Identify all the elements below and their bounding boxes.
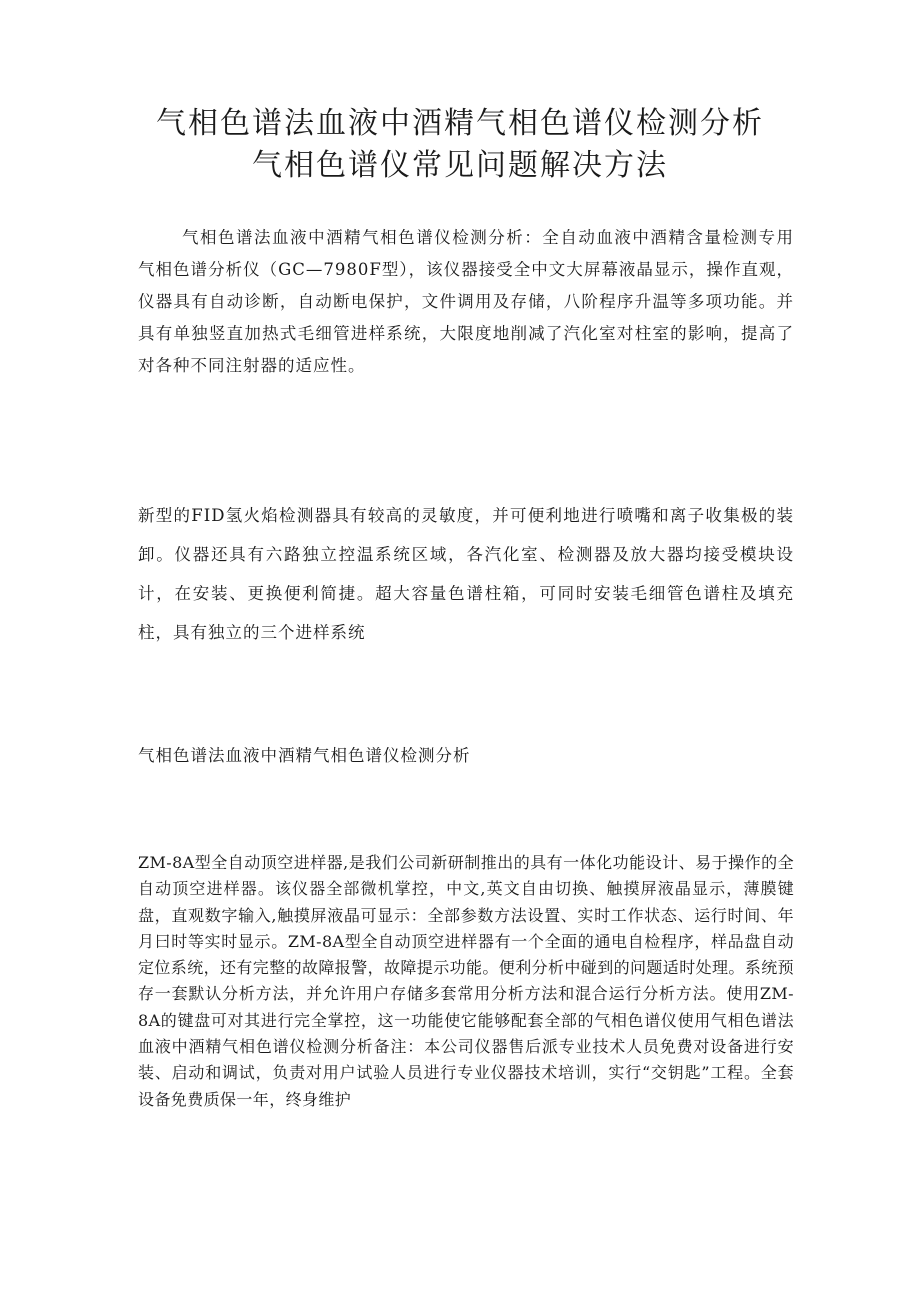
paragraph-gc-analyzer-intro: 气相色谱法血液中酒精气相色谱仪检测分析：全自动血液中酒精含量检测专用气相色谱分析仪（GC—7980F型），该仪器接受全中文大屏幕液晶显示，操作直观，仪器具有自动诊断，自动断电保护，文件调用及存储，八阶程序升温等多项功能。并具有单独竖直加热式毛细管进样系统，大限度地削减了汽化室对柱室的影响，提高了对各种不同注射器的适应性。 bbox=[138, 228, 794, 375]
paragraph-headspace-sampler: ZM-8A型全自动顶空进样器,是我们公司新研制推出的具有一体化功能设计、易于操作的全自动顶空进样器。该仪器全部微机掌控，中文,英文自由切换、触摸屏液晶显示，薄膜键盘，直观数字输入,触摸屏液晶可显示：全部参数方法设置、实时工作状态、运行时间、年月曰时等实时显示。ZM-8A型全自动顶空进样器有一个全面的通电自检程序，样品盘自动定位系统，还有完整的故障报警，故障提示功能。便利分析中碰到的问题适时处理。系统预存一套默认分析方法，并允许用户存储多套常用分析方法和混合运行分析方法。使用ZM-8A的键盘可对其进行完全掌控，这一功能使它能够配套全部的气相色谱仪使用气相色谱法血液中酒精气相色谱仪检测分析备注：本公司仪器售后派专业技术人员免费对设备进行安装、启动和调试，负责对用户试验人员进行专业仪器技术培训，实行“交钥匙”工程。全套设备免费质保一年，终身维护 bbox=[138, 853, 795, 1109]
document-title-line-1: 气相色谱法血液中酒精气相色谱仪检测分析 bbox=[156, 106, 764, 141]
section-heading: 气相色谱法血液中酒精气相色谱仪检测分析 bbox=[138, 746, 471, 765]
document-title-line-2: 气相色谱仪常见问题解决方法 bbox=[252, 148, 668, 183]
paragraph-fid-detector: 新型的FID氢火焰检测器具有较高的灵敏度，并可便利地进行喷嘴和离子收集极的装卸。仪器还具有六路独立控温系统区域，各汽化室、检测器及放大器均接受模块设计，在安装、更换便利简捷。超大容量色谱柱箱，可同时安装毛细管色谱柱及填充柱，具有独立的三个进样系统 bbox=[138, 506, 794, 642]
